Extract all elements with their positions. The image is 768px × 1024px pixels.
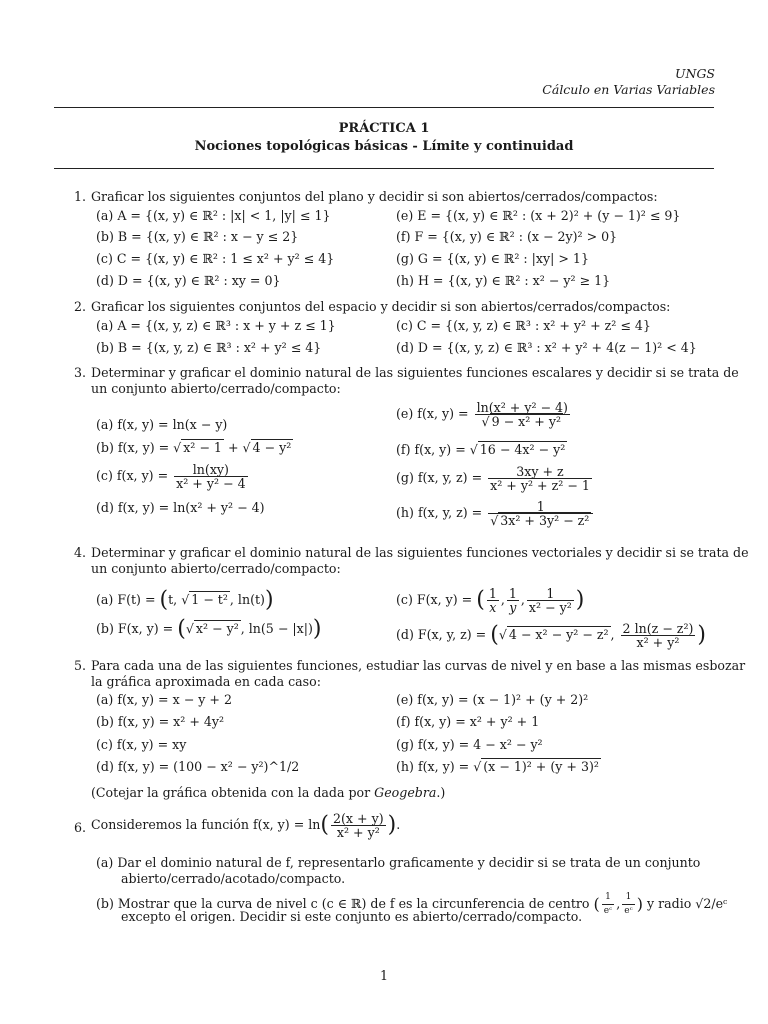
q6-period: . [396,817,401,832]
q6-numerator: 2(x + y) [333,811,384,826]
right-paren-icon: ) [264,587,274,613]
q3-c-numerator: ln(xy) [174,463,247,477]
q6-statement [91,812,400,839]
q3-item-f: (f) f(x, y) = √ 16 − 4x² − y² [396,442,566,457]
q3-b-radicand2: 4 − y² [252,440,292,455]
q4-c-fraction3 [527,587,574,614]
q2-item-d: (d) D = {(x, y, z) ∈ ℝ³ : x² + y² + 4(z − 1)² < 4} [396,340,697,355]
left-paren-icon: ( [320,812,329,838]
q5-note-prefix: (Cotejar la gráfica obtenida con la dada por [91,785,375,800]
q6-fraction [331,812,386,839]
q3-item-c [96,463,250,490]
q4-item-c: (c) F(x, y) = ( $\frac{1}{x}$ , $\frac{1}{y}$ , $\frac{1}{\text{x² − y²}}$ ) [396,586,585,615]
q4-d-numerator: 2 ln(z − z²) [622,621,694,636]
q5-note-suffix: .) [436,785,446,800]
q1-item-h: (h) H = {(x, y) ∈ ℝ² : x² − y² ≥ 1} [396,273,611,288]
right-paren-icon: ) [575,587,585,613]
header-block [542,66,715,98]
q3-item-e [396,401,572,428]
q3-item-d: (d) f(x, y) = ln(x² + y² − 4) [96,500,265,515]
q3-b-plus: + [223,440,243,455]
q3-e-radicand: 9 − x² + y² [491,414,562,429]
q3-c-prefix: (c) f(x, y) = [96,468,173,483]
q4-c-f1-num: 1 [488,586,497,601]
q1-statement: Graficar los siguientes conjuntos del plano y decidir si son abiertos/cerrados/compactos: [91,189,658,204]
q5-item-d: (d) f(x, y) = (100 − x² − y²)^1/2 [96,759,300,774]
q5-h-radicand: (x − 1)² + (y + 3)² [483,759,599,774]
q4-b-prefix: (b) F(x, y) = [96,621,178,636]
q3-h-radicand: 3x² + 3y² − z² [500,513,590,528]
q6-number: 6. [74,820,87,835]
q6-b-cy-num: 1 [622,891,634,905]
q5-statement-line2: la gráfica aproximada en cada caso: [91,674,321,689]
left-paren-icon: ( [593,894,600,914]
q4-number: 4. [74,545,87,560]
q4-statement-line2: un conjunto abierto/cerrado/compacto: [91,561,341,576]
q5-note [91,785,445,801]
q4-a-prefix: (a) F(t) = [96,592,160,607]
q3-h-denominator: √ 3x² + 3y² − z² [490,513,590,528]
q4-c-f3-den: x² − y² [528,600,572,615]
q3-f-radicand: 16 − 4x² − y² [479,442,566,457]
institution: UNGS [674,66,715,81]
q4-c-f2-den: y [509,600,517,615]
q4-item-b: (b) F(x, y) = (√ x² − y² , ln(5 − |x|)) [96,616,322,642]
q3-h-numerator: 1 [488,500,593,514]
q3-c-fraction [174,463,247,490]
q4-c-f3-num: 1 [527,587,574,601]
q2-statement: Graficar los siguientes conjuntos del espacio y decidir si son abiertos/cerrados/compactos: [91,299,671,314]
course-name: Cálculo en Varias Variables [542,82,715,97]
q3-item-b: (b) f(x, y) = √ x² − 1 + √ 4 − y² [96,440,292,455]
q3-h-fraction [488,500,593,527]
q1-item-g: (g) G = {(x, y) ∈ ℝ² : |xy| > 1} [396,251,589,266]
q3-h-prefix: (h) f(x, y, z) = [396,505,487,520]
q4-a-t: t, [168,592,182,607]
left-paren-icon: ( [490,622,499,648]
q3-b-prefix: (b) f(x, y) = [96,440,174,455]
q2-number: 2. [74,299,87,314]
q4-item-d: (d) F(x, y, z) = (√ 4 − x² − y² − z² , $\frac{\text{2 ln(z − z²)}}{\text{x² + y²}}$ ) [396,621,706,650]
q3-e-fraction [475,401,570,428]
q4-a-radicand: 1 − t² [191,592,228,607]
practice-title: PRÁCTICA 1 [338,121,430,136]
q4-c-f1-den: x [489,600,497,615]
q6-denominator: x² + y² [336,825,380,840]
q5-item-c: (c) f(x, y) = xy [96,737,187,752]
q6-item-b-line1: (b) Mostrar que la curva de nivel c (c ∈ ℝ) de f es la circunferencia de centro ( $\frac{1}{\text{eᶜ}}$ , $\frac{1}{\text{eᶜ}}$ ) y radio √2/eᶜ [96,892,728,916]
q5-item-f: (f) f(x, y) = x² + y² + 1 [396,714,540,729]
q6-b-text: (b) Mostrar que la curva de nivel c (c ∈ ℝ) de f es la circunferencia de centro [96,896,590,911]
q3-g-denominator: x² + y² + z² − 1 [490,478,590,493]
q4-item-a: (a) F(t) = (t, √ 1 − t² , ln(t)) [96,587,274,613]
q4-d-fraction [621,622,696,649]
q4-d-radicand: 4 − x² − y² − z² [508,627,609,642]
q1-item-d: (d) D = {(x, y) ∈ ℝ² : xy = 0} [96,273,281,288]
q3-item-h [396,500,595,527]
q4-d-denominator: x² + y² [636,635,680,650]
left-paren-icon: ( [177,616,186,642]
right-paren-icon: ) [697,622,706,648]
q3-g-prefix: (g) f(x, y, z) = [396,470,487,485]
q5-item-g: (g) f(x, y) = 4 − x² − y² [396,737,543,752]
q5-item-a: (a) f(x, y) = x − y + 2 [96,692,232,707]
right-paren-icon: ) [636,894,643,914]
right-paren-icon: ) [387,812,397,838]
q6-b-cy-den: eᶜ [624,906,633,916]
top-rule [54,107,714,108]
q3-g-fraction [488,465,592,492]
q3-statement-line1: Determinar y graficar el dominio natural de las siguientes funciones escalares y decidir si se trata de [91,365,739,380]
q4-b-radicand: x² − y² [195,621,239,636]
q3-number: 3. [74,365,87,380]
q1-item-b: (b) B = {(x, y) ∈ ℝ² : x − y ≤ 2} [96,229,299,244]
q5-note-geogebra: Geogebra [374,785,437,800]
q6-b-cx-den: eᶜ [603,906,613,916]
q6-b-center-x [602,891,614,918]
q3-item-g [396,465,594,492]
q6-prefix: Consideremos la función f(x, y) = ln [91,817,321,832]
left-paren-icon: ( [476,587,485,613]
q6-item-a-line1: (a) Dar el dominio natural de f, representarlo graficamente y decidir si se trata de un conjunto [96,855,701,870]
q3-e-denominator: √ 9 − x² + y² [481,414,562,429]
q4-c-prefix: (c) F(x, y) = [396,592,477,607]
q3-b-radicand1: x² − 1 [183,440,222,455]
q3-c-denominator: x² + y² − 4 [176,476,246,491]
page-number: 1 [380,968,389,983]
q3-g-numerator: 3xy + z [488,465,592,479]
q4-d-prefix: (d) F(x, y, z) = [396,627,491,642]
q4-c-fraction2 [507,587,519,614]
q1-item-f: (f) F = {(x, y) ∈ ℝ² : (x − 2y)² > 0} [396,229,618,244]
right-paren-icon: ) [312,616,322,642]
q2-item-c: (c) C = {(x, y, z) ∈ ℝ³ : x² + y² + z² ≤ 4} [396,318,651,333]
q1-item-e: (e) E = {(x, y) ∈ ℝ² : (x + 2)² + (y − 1)² ≤ 9} [396,208,681,223]
q4-c-f2-num: 1 [508,586,517,601]
q5-h-prefix: (h) f(x, y) = [396,759,474,774]
title-rule [54,168,714,169]
q1-item-c: (c) C = {(x, y) ∈ ℝ² : 1 ≤ x² + y² ≤ 4} [96,251,335,266]
q4-c-fraction1 [487,587,499,614]
q2-item-a: (a) A = {(x, y, z) ∈ ℝ³ : x + y + z ≤ 1} [96,318,336,333]
q4-statement-line1: Determinar y graficar el dominio natural de las siguientes funciones vectoriales y decidir si se trata de [91,545,749,560]
q3-e-numerator: ln(x² + y² − 4) [476,400,568,415]
q6-item-b-line2: excepto el origen. Decidir si este conjunto es abierto/cerrado/compacto. [121,909,583,924]
q6-b-center-y [622,891,634,918]
q5-number: 5. [74,658,87,673]
q1-item-a: (a) A = {(x, y) ∈ ℝ² : |x| < 1, |y| ≤ 1} [96,208,331,223]
q5-item-h: (h) f(x, y) = √ (x − 1)² + (y + 3)² [396,759,599,774]
q4-b-log: , ln(5 − |x|) [240,621,313,636]
q5-statement-line1: Para cada una de las siguientes funciones, estudiar las curvas de nivel y en base a las mismas esbozar [91,658,746,673]
q3-item-a: (a) f(x, y) = ln(x − y) [96,417,228,432]
q5-item-b: (b) f(x, y) = x² + 4y² [96,714,225,729]
q1-number: 1. [74,189,87,204]
q6-b-cx-num: 1 [602,891,614,905]
q6-b-radius: y radio √2/eᶜ [646,896,728,911]
q5-item-e: (e) f(x, y) = (x − 1)² + (y + 2)² [396,692,589,707]
q6-item-a-line2: abierto/cerrado/acotado/compacto. [121,871,346,886]
practice-subtitle: Nociones topológicas básicas - Límite y continuidad [194,139,574,154]
q4-a-log: , ln(t) [229,592,265,607]
q3-e-prefix: (e) f(x, y) = [396,406,473,421]
left-paren-icon: ( [159,587,169,613]
q3-f-prefix: (f) f(x, y) = [396,442,470,457]
q2-item-b: (b) B = {(x, y, z) ∈ ℝ³ : x² + y² ≤ 4} [96,340,322,355]
q3-statement-line2: un conjunto abierto/cerrado/compacto: [91,381,341,396]
